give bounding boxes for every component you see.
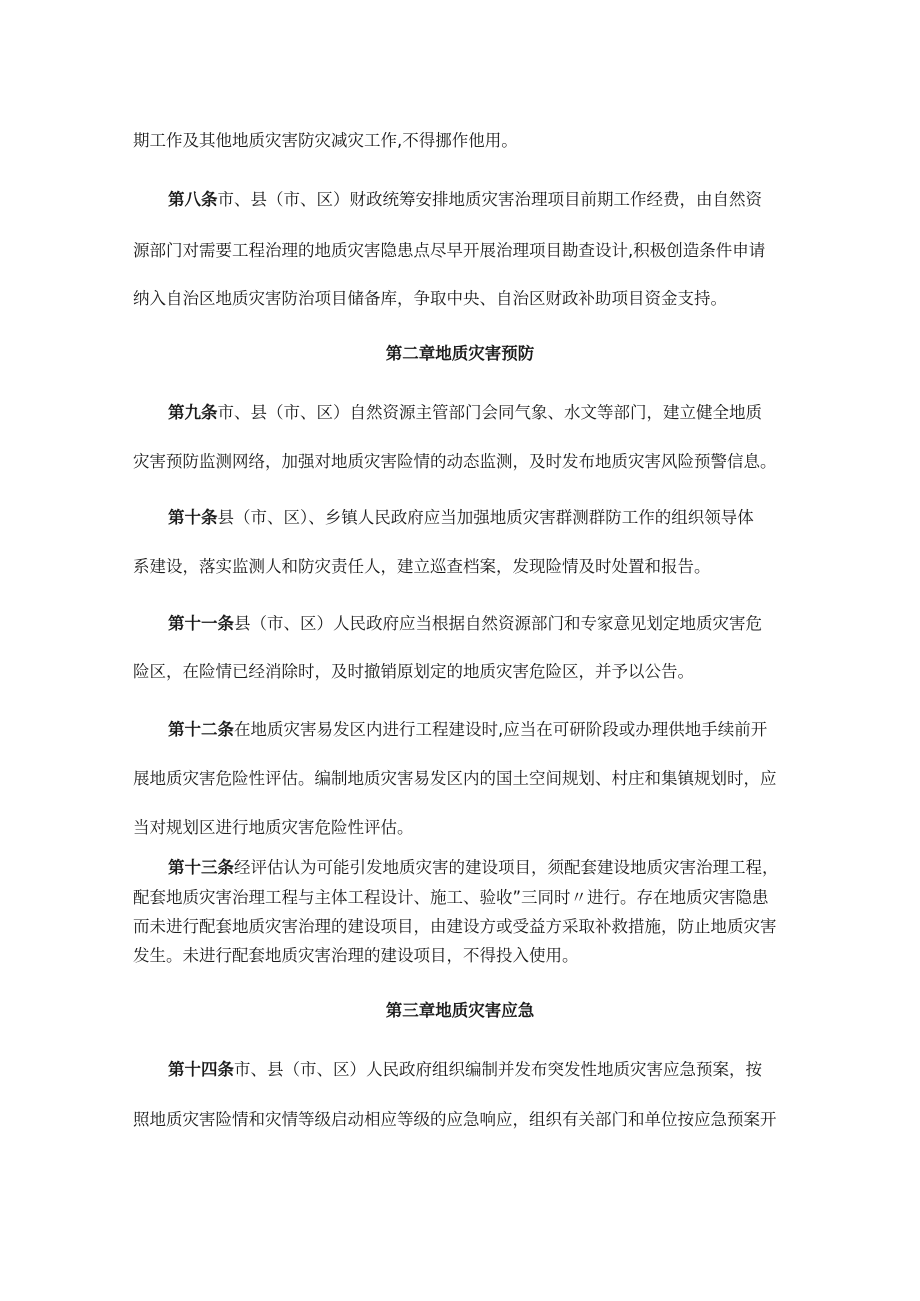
article-14-line-1 (168, 1059, 793, 1081)
chapter-3-heading: 第三章地质灾害应急 (385, 1001, 535, 1020)
article-12-line-1 (168, 719, 793, 741)
article-13-line-3: 而未进行配套地质灾害治理的建设项目，由建设方或受益方采取补救措施，防止地质灾害 (133, 917, 777, 936)
article-8-line-1 (168, 189, 793, 211)
article-14-line-2: 照地质灾害险情和灾情等级启动相应等级的应急响应，组织有关部门和单位按应急预案开 (133, 1110, 777, 1129)
article-14-label: 第十四条 (168, 1060, 234, 1079)
article-13-label: 第十三条 (168, 858, 234, 877)
article-11-label: 第十一条 (168, 614, 234, 633)
article-9-line-2: 灾害预防监测网络，加强对地质灾害险情的动态监测，及时发布地质灾害风险预警信息。 (133, 452, 777, 471)
article-13-line-2: 配套地质灾害治理工程与主体工程设计、施工、验收”三同时〃进行。存在地质灾害隐患 (133, 888, 769, 907)
article-10-line-1 (168, 507, 793, 529)
text-line: 期工作及其他地质灾害防灾减灾工作,不得挪作他用。 (133, 131, 518, 150)
article-14-text: 市、县（市、区）人民政府组织编制并发布突发性地质灾害应急预案，按 (234, 1060, 762, 1079)
article-13-text: 经评估认为可能引发地质灾害的建设项目，须配套建设地质灾害治理工程， (234, 858, 779, 877)
article-13-line-4: 发生。未进行配套地质灾害治理的建设项目，不得投入使用。 (133, 946, 579, 965)
article-8-line-3: 纳入自治区地质灾害防治项目储备库，争取中央、自治区财政补助项目资金支持。 (133, 289, 727, 308)
article-8-line-2: 源部门对需要工程治理的地质灾害隐患点尽早开展治理项目勘查设计,积极创造条件申请 (133, 241, 766, 260)
article-10-text: 县（市、区）、乡镇人民政府应当加强地质灾害群测群防工作的组织领导体 (217, 508, 754, 527)
article-12-text: 在地质灾害易发区内进行工程建设时,应当在可研阶段或办理供地手续前开 (234, 720, 768, 739)
article-11-line-1 (168, 613, 793, 635)
article-10-label: 第十条 (168, 508, 218, 527)
article-9-line-1 (168, 402, 793, 424)
article-9-label: 第九条 (168, 403, 218, 422)
article-11-text: 县（市、区）人民政府应当根据自然资源部门和专家意见划定地质灾害危 (234, 614, 762, 633)
article-12-line-2: 展地质灾害危险性评估。编制地质灾害易发区内的国土空间规划、村庄和集镇规划时，应 (133, 769, 777, 788)
article-11-line-2: 险区，在险情已经消除时，及时撤销原划定的地质灾害危险区，并予以公告。 (133, 662, 694, 681)
article-12-label: 第十二条 (168, 720, 234, 739)
article-12-line-3: 当对规划区进行地质灾害危险性评估。 (133, 818, 414, 837)
chapter-2-heading: 第二章地质灾害预防 (385, 344, 535, 363)
article-10-line-2: 系建设，落实监测人和防灾责任人，建立巡查档案，发现险情及时处置和报告。 (133, 557, 711, 576)
article-9-text: 市、县（市、区）自然资源主管部门会同气象、水文等部门，建立健全地质 (217, 403, 762, 422)
article-8-label: 第八条 (168, 190, 218, 209)
article-13-line-1 (168, 857, 793, 879)
article-8-text: 市、县（市、区）财政统筹安排地质灾害治理项目前期工作经费，由自然资 (217, 190, 762, 209)
